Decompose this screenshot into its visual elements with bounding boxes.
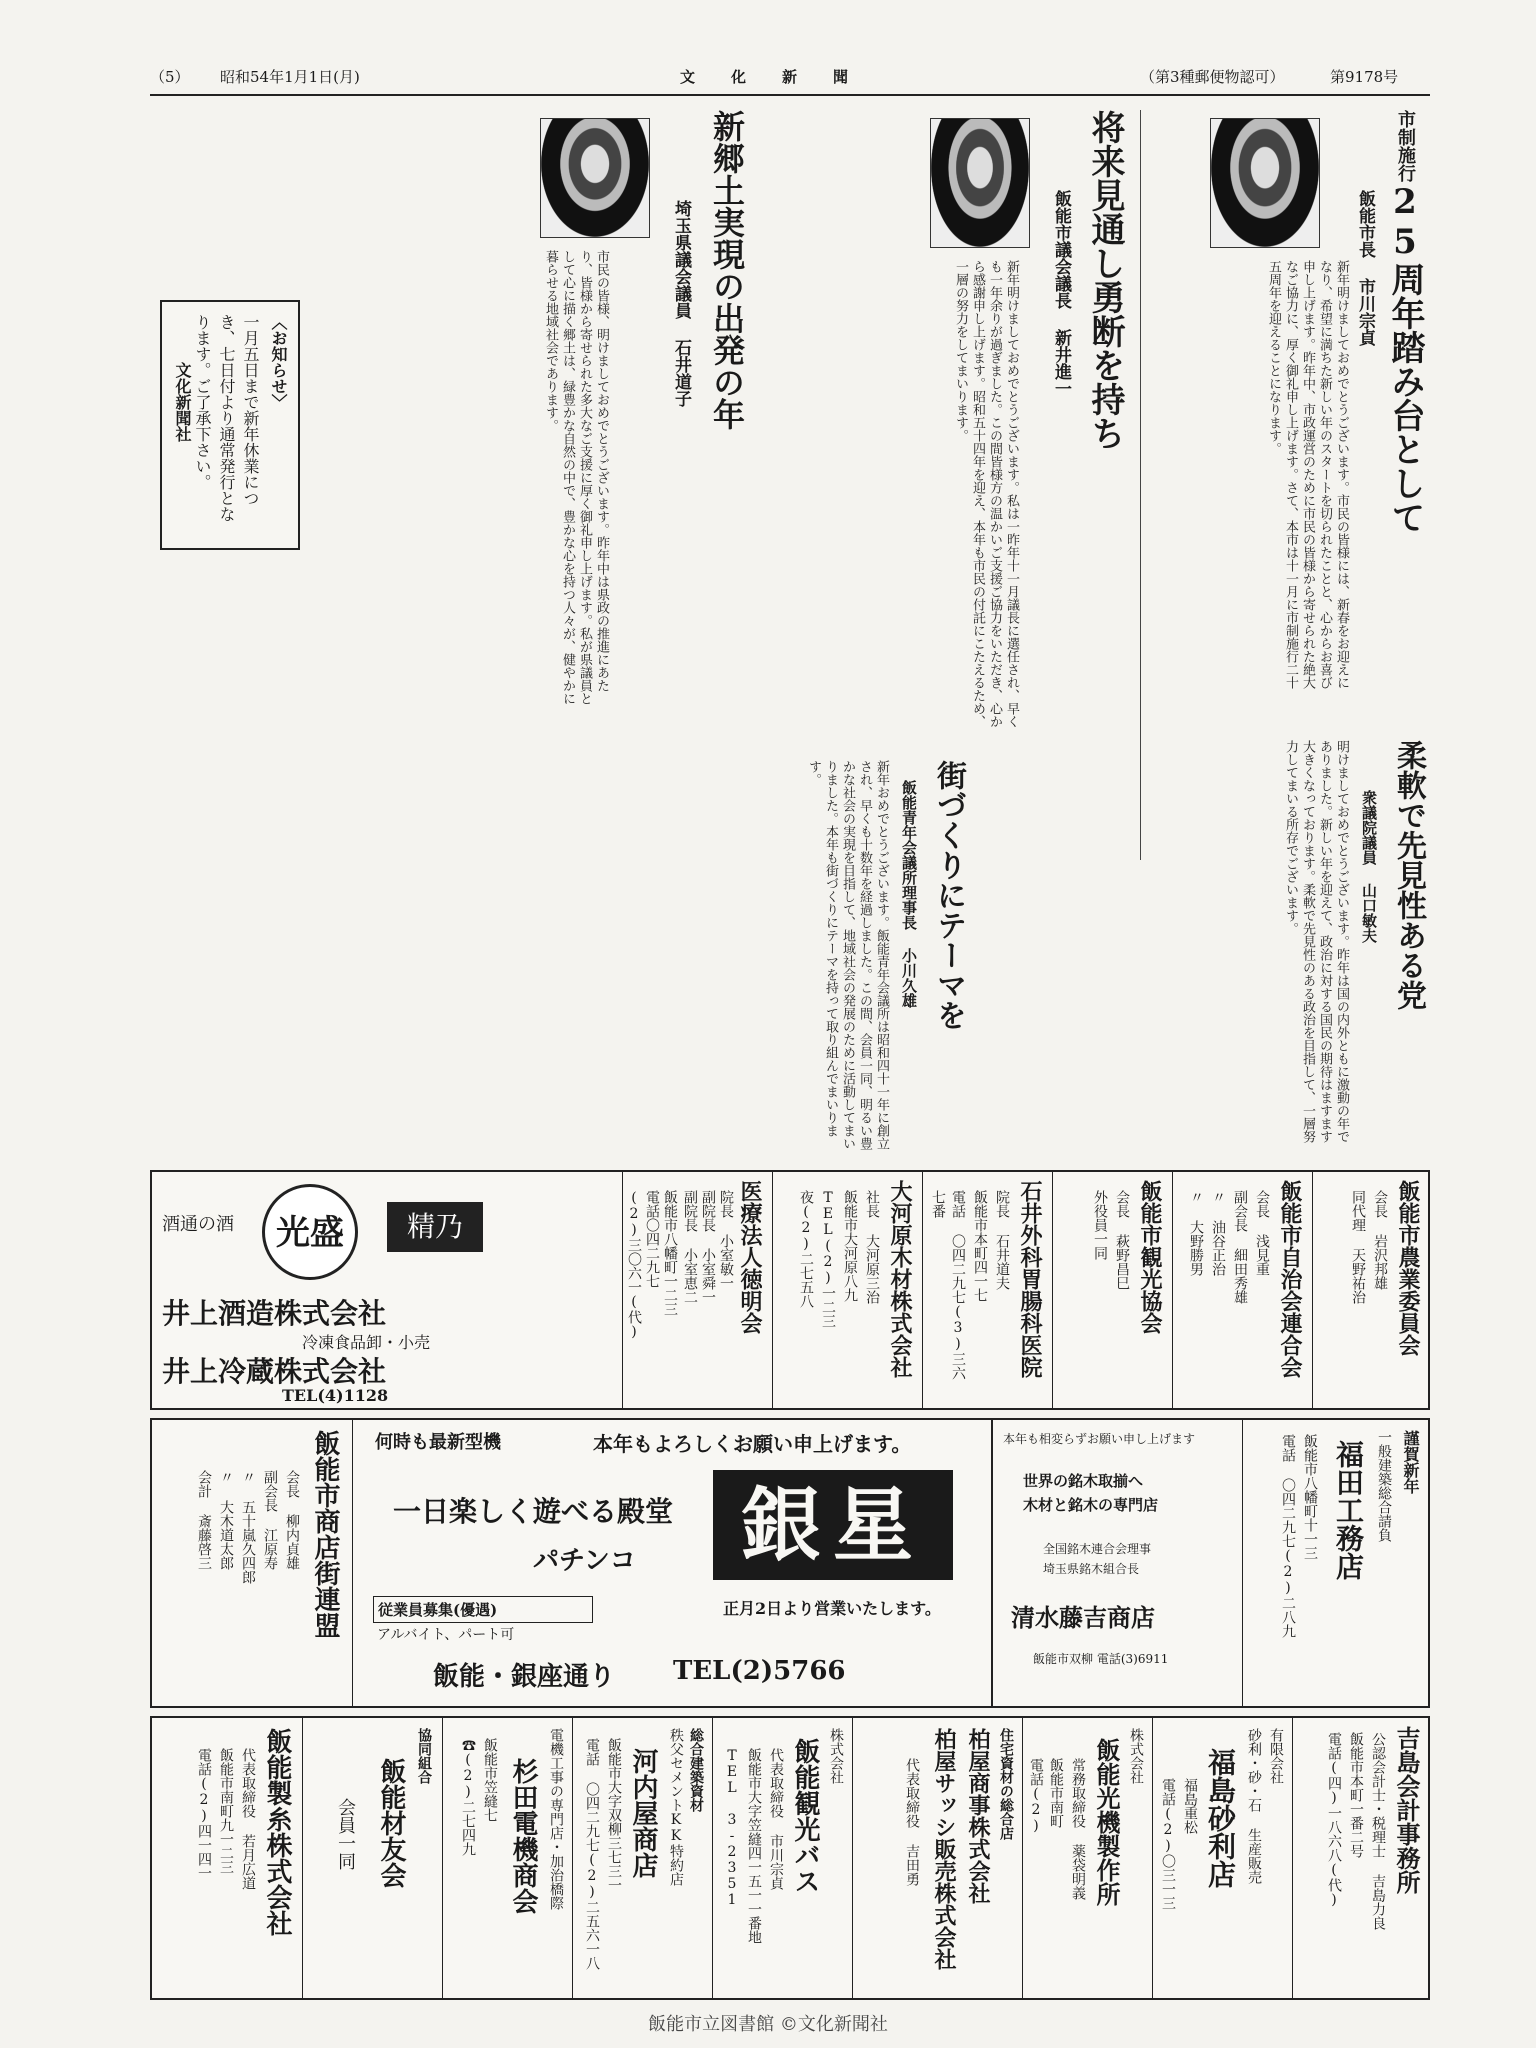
- assembly-member-photo: [540, 118, 650, 238]
- ad-hanno-zaiyukai: 協同組合 飯能材友会 会員一同: [302, 1718, 442, 1998]
- masthead: [150, 60, 1430, 96]
- postal-permit: （第3種郵便物認可）: [1140, 68, 1285, 86]
- article-body: 新年明けましておめでとうございます。私は一昨年十一月議長に選任され、早くも一年余りが過ぎました。この間皆様方の温かいご支援ご協力をいただき、心から感謝申し上げます。昭和五十四年を迎え、本年も市民の付託にこたえるため、一層の努力をしてまいります。: [953, 260, 1019, 728]
- ad-ginsei-pachinko: 何時も最新型機 本年もよろしくお願い申上げます。 一日楽しく遊べる殿堂 パチンコ 銀星 従業員募集(優遇) アルバイト、パート可 正月2日より営業いたします。 飯能・銀座通り TEL(2)5766: [352, 1420, 992, 1706]
- article-headline: 将来見通し勇断を持ち: [1085, 110, 1125, 450]
- article-party: [990, 740, 1430, 1160]
- sake-logo: 精乃: [387, 1202, 483, 1252]
- company-name: 井上冷蔵株式会社: [162, 1355, 387, 1388]
- ad-hanno-kanko-bus: 株式会社 飯能観光バス 代表取締役 市川宗貞 飯能市大字笠縫四一五一一番地 TEL 3-2351: [712, 1718, 852, 1998]
- sake-brand-seal: 光盛: [262, 1184, 358, 1280]
- ad-hanno-silk: 飯能製糸株式会社 代表取締役 若月広道 飯能市南町九一二三 電話(2)四一四一: [196, 1728, 292, 1936]
- ad-tourism-assoc: 飯能市観光協会 会長 萩野昌巳 外役員一同: [1052, 1172, 1172, 1408]
- article-headline: 柔軟で先見性ある党: [1391, 740, 1426, 1010]
- notice-sender: 文化新聞社: [173, 362, 192, 442]
- ad-yoshijima-accounting: 吉島会計事務所 公認会計士・税理士 吉島力良 飯能市本町一番二号 電話(四)一八六八(代): [1292, 1718, 1430, 1998]
- ginsei-logo: 銀星: [713, 1470, 953, 1580]
- notice-body: 一月五日まで新年休業につき、七日付より通常発行となります。ご了承下さい。: [193, 314, 260, 522]
- notice-box: [160, 300, 300, 550]
- issue-date: 昭和54年1月1日(月): [220, 68, 360, 86]
- ad-shimizu-lumber: 本年も相変らずお願い申し上げます 世界の銘木取揃へ 木材と銘木の専門店 全国銘木連合会理事 埼玉県銘木組合長 清水藤吉商店 飯能市双柳 電話(3)6911: [992, 1420, 1242, 1706]
- article-byline: 飯能市議会議長 新井進一: [1051, 190, 1071, 397]
- article-headline: 新郷土実現の出発の年: [708, 110, 746, 430]
- issue-number: 第9178号: [1330, 68, 1399, 86]
- article-byline: 埼玉県議会議員 石井道子: [671, 200, 691, 407]
- article-body: 新年おめでとうございます。飯能青年会議所は昭和四十一年に創立され、早くも十数年を経過しました。この間、会員一同、明るい豊かな社会の実現を目指して、地域社会の発展のために活動してまいりました。本年も街づくりにテーマを持って取り組んでまいります。: [806, 760, 889, 1150]
- ad-agri-committee: 飯能市農業委員会 会長 岩沢邦雄 同代理 天野祐治: [1312, 1172, 1430, 1408]
- phone-number: TEL(4)1128: [282, 1386, 389, 1405]
- article-assembly-member: [310, 110, 750, 730]
- ad-neighborhood-assoc: 飯能市自治会連合会 会長 浅見重 副会長 細田秀雄 〃 油谷正治 〃 大野勝男: [1172, 1172, 1312, 1408]
- ad-inoue-sake: [152, 1172, 622, 1408]
- newspaper-title: 文化新聞: [680, 68, 885, 86]
- sake-slogan: 酒通の酒: [162, 1214, 234, 1235]
- article-byline: 飯能市長 市川宗貞: [1355, 190, 1375, 346]
- article-body: 新年明けましておめでとうございます。市民の皆様には、新春をお迎えになり、希望に満ちた新しい年のスタートを切られたことと、心からお喜び申し上げます。昨年中、市政運営のために市民の皆様から寄せられた絶大なご協力に、厚く御礼申し上げます。さて、本市は十一月に市制施行二十五周年を迎えることになります。: [1266, 260, 1349, 689]
- ad-fukuda-construction: 謹賀新年 一般建築総合請負 福田工務店 飯能市八幡町十一三 電話 〇四二九七(2)二八九: [1242, 1420, 1430, 1706]
- ads-row-3: [150, 1716, 1430, 2000]
- ad-ishii-clinic: 石井外科胃腸科医院 院長 石井道夫 飯能市本町四一七 電話 〇四二九七(3)三六七番: [922, 1172, 1052, 1408]
- library-credit: 飯能市立図書館 ©文化新聞社: [648, 2014, 888, 2035]
- company-name: 井上酒造株式会社: [162, 1297, 387, 1330]
- ads-row-1: [150, 1170, 1430, 1410]
- article-council-chair: [770, 110, 1130, 750]
- mayor-photo: [1210, 118, 1320, 248]
- chair-photo: [930, 118, 1030, 248]
- article-jc: [310, 760, 970, 1160]
- ad-fukushima-gravel: 有限会社 砂利・砂・石 生産販売 福島砂利店 福島重松 電話(2)〇三一三: [1152, 1718, 1292, 1998]
- ad-hanno-optical: 株式会社 飯能光機製作所 常務取締役 薬袋明義 飯能市南町 電話(2): [1022, 1718, 1152, 1998]
- article-area: [150, 100, 1430, 1160]
- article-body: 市民の皆様、明けましておめでとうございます。昨年中は県政の推進にあたり、皆様から寄せられた多大なご支援に厚く御礼申し上げます。私が県議員として心に描く郷土は、緑豊かな自然の中で、豊かな心を持つ人々が、健やかに暮らせる地域社会であります。: [543, 250, 609, 705]
- ad-kashiwaya: 住宅資材の総合店 柏屋商事株式会社 柏屋サッシ販売株式会社 代表取締役 吉田勇: [852, 1718, 1022, 1998]
- article-mayor: [1150, 110, 1430, 710]
- business-type: 冷凍食品卸・小売: [302, 1333, 431, 1352]
- article-byline: 飯能青年会議所理事長 小川久雄: [900, 780, 918, 1008]
- article-byline: 衆議院議員 山口敏夫: [1360, 790, 1378, 943]
- article-headline: 街づくりにテーマを: [931, 760, 966, 1030]
- ad-kawachiya: 総合建築資材 秩父セメントKK特約店 河内屋商店 飯能市大字双柳三七三一 電話 〇四二九七(2)二五六一八: [572, 1718, 712, 1998]
- ad-sugita-electric: 電機工事の専門店・加治橋際 杉田電機商会 飯能市笠縫七 ☎(2)二七四九: [442, 1718, 572, 1998]
- ad-tokumeikai: 医療法人徳明会 院長 小室敏一 副院長 小室舜一 副院長 小室恵二 飯能市八幡町一二三 電話〇四二九七 (2)三〇六一(代): [622, 1172, 772, 1408]
- ad-ogawara-lumber: 大河原木材株式会社 社長 大河原三治 飯能市大河原八九 TEL(2)一二三 夜(2)二七五八: [772, 1172, 922, 1408]
- article-headline: 市制施行25周年踏み台として: [1385, 110, 1425, 534]
- article-body: 明けましておめでとうございます。昨年は国の内外ともに激動の年でありました。新しい年を迎えて、政治に対する国民の期待はますます大きくなっております。柔軟で先見性のある政治を目指して、一層努力してまいる所存でございます。: [1283, 740, 1349, 1143]
- notice-title: 〈お知らせ〉: [269, 314, 288, 410]
- ads-row-2: [150, 1418, 1430, 1708]
- page-number: （5）: [150, 68, 190, 86]
- ad-shopping-street: 飯能市商店街連盟 会長 柳内貞雄 副会長 江原寿 〃 五十嵐久四郎 〃 大木道太郎 会計 斎藤啓三: [196, 1430, 340, 1638]
